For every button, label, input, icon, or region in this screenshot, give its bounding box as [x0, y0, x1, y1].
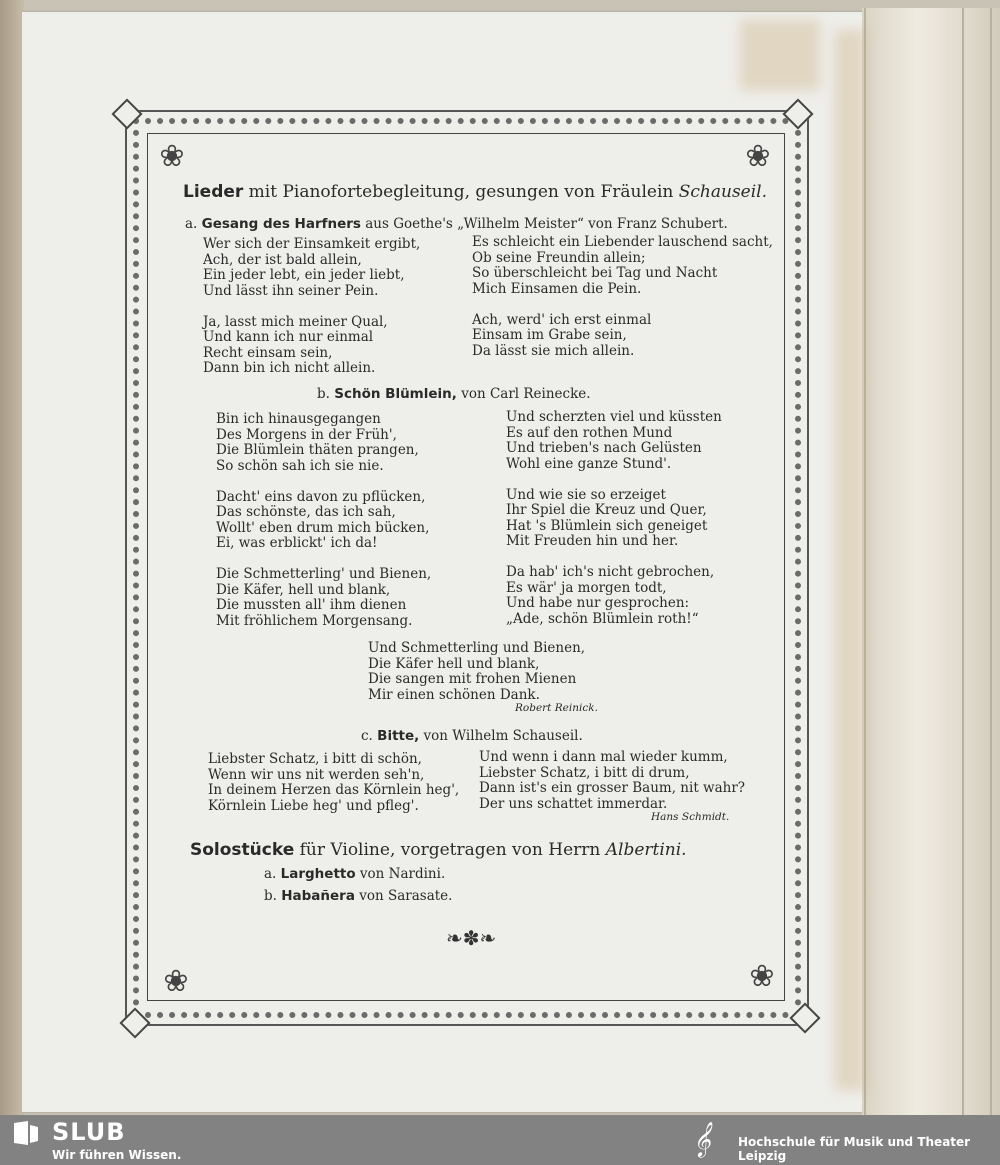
verse-line: Bin ich hinausgegangen — [216, 411, 381, 427]
song-b-right-verse — [506, 410, 722, 627]
verse-line: Ach, werd' ich erst einmal — [472, 311, 652, 328]
verse-line: Ja, lasst mich meiner Qual, — [203, 313, 388, 330]
verse-line: Da lässt sie mich allein. — [472, 342, 635, 359]
verse-line: Ihr Spiel die Kreuz und Quer, — [506, 502, 707, 518]
song-b-title: b. Schön Blümlein, von Carl Reinecke. — [317, 386, 591, 402]
verse-line: Und Schmetterling und Bienen, — [368, 640, 586, 656]
book-edge — [0, 0, 24, 1115]
verse-line: Ach, der ist bald allein, — [203, 251, 362, 268]
verse-line: Mich Einsamen die Pein. — [472, 280, 642, 297]
verse-line: Die Käfer hell und blank, — [368, 655, 540, 672]
verse-line: Dacht' eins davon zu pflücken, — [216, 488, 426, 505]
floral-vignette-icon: ❧✽❧ — [446, 926, 497, 950]
song-b-center-verse — [368, 641, 585, 703]
verse-line: Körnlein Liebe heg' und pfleg'. — [208, 797, 419, 814]
verse-line: Und habe nur gesprochen: — [506, 595, 690, 611]
flourish-ornament-icon: ❀ — [745, 139, 771, 174]
verse-line: Ei, was erblickt' ich da! — [216, 535, 378, 551]
song-a-left-verse — [203, 237, 420, 377]
paper-stain — [740, 20, 820, 90]
verse-line: Wenn wir uns nit werden seh'n, — [208, 766, 425, 783]
verse-line: Liebster Schatz, i bitt di drum, — [479, 764, 690, 781]
verse-line: Die Käfer, hell und blank, — [216, 581, 391, 598]
paper-stain — [835, 30, 865, 1090]
verse-line — [216, 474, 431, 490]
verse-line: „Ade, schön Blümlein roth!“ — [506, 610, 699, 627]
verse-line: Das schönste, das ich sah, — [216, 504, 396, 520]
adjacent-pages — [862, 8, 1000, 1115]
verse-line: Und trieben's nach Gelüsten — [506, 440, 702, 456]
section-heading-solostuecke: Solostücke für Violine, vorgetragen von Herrn Albertini. — [190, 840, 687, 860]
verse-line: Es auf den rothen Mund — [506, 424, 673, 441]
flourish-ornament-icon: ❀ — [749, 959, 775, 994]
verse-line: Hat 's Blümlein sich geneiget — [506, 517, 708, 534]
song-a-title: a. Gesang des Harfners aus Goethe's „Wilhelm Meister“ von Franz Schubert. — [185, 216, 728, 232]
verse-line: Wohl eine ganze Stund'. — [506, 455, 672, 472]
verse-line: Wer sich der Einsamkeit ergibt, — [203, 236, 421, 252]
verse-line: Der uns schattet immerdar. — [479, 795, 668, 812]
slub-logo-icon — [12, 1119, 40, 1147]
verse-line: Die Blümlein thäten prangen, — [216, 442, 419, 458]
verse-line: Ein jeder lebt, ein jeder liebt, — [203, 267, 405, 283]
verse-line: So schön sah ich sie nie. — [216, 457, 384, 474]
verse-line: Und lässt ihn seiner Pein. — [203, 282, 379, 299]
verse-line: Die mussten all' ihm dienen — [216, 597, 407, 613]
verse-line: Des Morgens in der Früh', — [216, 426, 397, 443]
verse-line: Und wie sie so erzeiget — [506, 486, 666, 503]
library-name: SLUB — [52, 1118, 126, 1146]
verse-line: Liebster Schatz, i bitt di schön, — [208, 751, 422, 767]
institution-name: Hochschule für Musik und Theater Leipzig — [738, 1135, 971, 1163]
verse-line — [203, 299, 420, 315]
song-c-poet-signature: Hans Schmidt. — [651, 811, 730, 823]
verse-line: Und wenn i dann mal wieder kumm, — [479, 749, 728, 765]
verse-line — [216, 552, 431, 568]
verse-line: Wollt' eben drum mich bücken, — [216, 519, 430, 536]
verse-line: Mir einen schönen Dank. — [368, 686, 540, 703]
verse-line: Die sangen mit frohen Mienen — [368, 671, 577, 687]
verse-line: Mit fröhlichem Morgensang. — [216, 612, 413, 629]
verse-line: Da hab' ich's nicht gebrochen, — [506, 564, 715, 580]
verse-line: Einsam im Grabe sein, — [472, 327, 627, 343]
section-heading-lieder: Lieder mit Pianofortebegleitung, gesungen von Fräulein Schauseil. — [183, 182, 768, 202]
verse-line — [472, 297, 773, 313]
song-c-right-verse — [479, 750, 745, 812]
solo-item-a: a. Larghetto von Nardini. — [264, 866, 446, 882]
verse-line: In deinem Herzen das Körnlein heg', — [208, 782, 460, 798]
song-c-left-verse — [208, 752, 459, 814]
song-b-poet-signature: Robert Reinick. — [515, 702, 598, 714]
verse-line: Ob seine Freundin allein; — [472, 249, 646, 266]
solo-item-b: b. Habañera von Sarasate. — [264, 888, 453, 904]
hmt-leipzig-logo-icon: 𝄞 — [693, 1122, 711, 1157]
verse-line: Die Schmetterling' und Bienen, — [216, 566, 432, 582]
song-c-title: c. Bitte, von Wilhelm Schauseil. — [361, 728, 583, 744]
verse-line — [506, 550, 722, 566]
verse-line: Es schleicht ein Liebender lauschend sacht, — [472, 234, 773, 250]
verse-line: Es wär' ja morgen todt, — [506, 579, 667, 596]
verse-line: Dann bin ich nicht allein. — [203, 360, 376, 376]
verse-line: So überschleicht bei Tag und Nacht — [472, 265, 718, 281]
verse-line: Mit Freuden hin und her. — [506, 533, 679, 549]
verse-line: Dann ist's ein grosser Baum, nit wahr? — [479, 780, 746, 796]
verse-line — [506, 472, 722, 488]
flourish-ornament-icon: ❀ — [159, 139, 185, 174]
verse-line: Und scherzten viel und küssten — [506, 409, 722, 425]
library-tagline: Wir führen Wissen. — [52, 1148, 182, 1162]
flourish-ornament-icon: ❀ — [163, 964, 189, 999]
song-a-right-verse — [472, 235, 773, 359]
verse-line: Recht einsam sein, — [203, 344, 333, 361]
verse-line: Und kann ich nur einmal — [203, 329, 374, 345]
song-b-left-verse — [216, 412, 431, 629]
